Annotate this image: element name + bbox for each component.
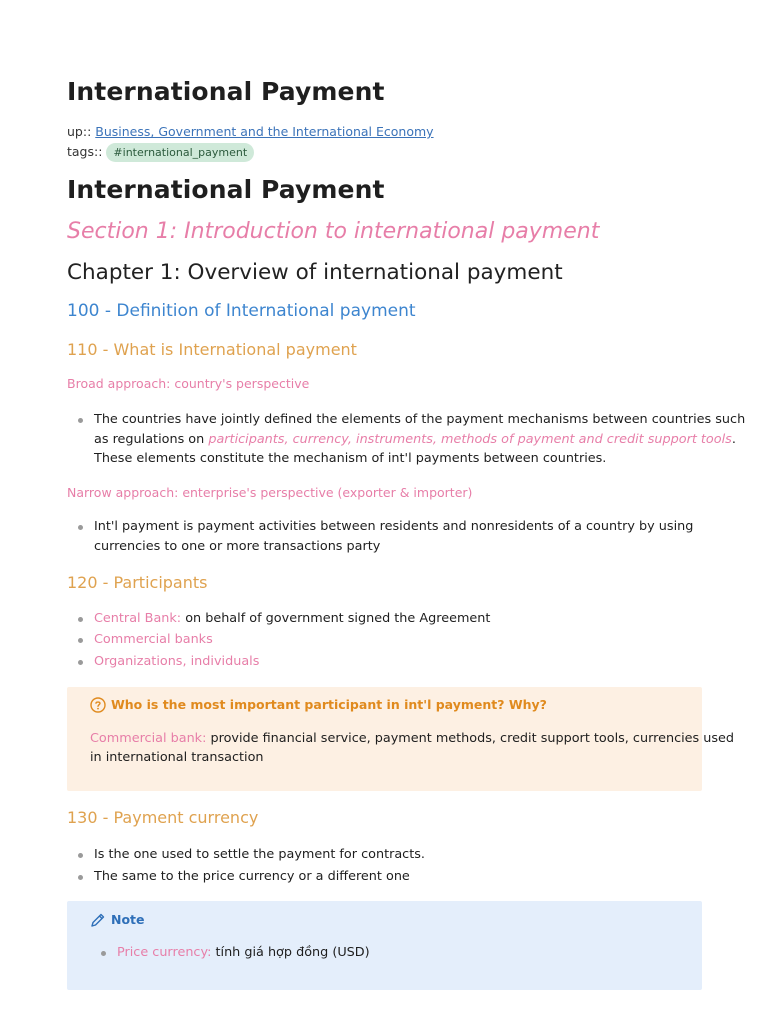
broad-line-1: The countries have jointly defined the elements of the payment mechanisms between countries such (94, 412, 746, 427)
pencil-icon (90, 912, 106, 928)
currency-bullet-2: The same to the price currency or a different one (94, 869, 410, 884)
up-link[interactable]: Business, Government and the International Economy (95, 124, 434, 139)
question-callout-title: Who is the most important participant in int'l payment? Why? (111, 697, 547, 712)
note-item (117, 943, 370, 963)
participant-commercial-banks: Commercial banks (94, 632, 213, 647)
heading-120: 120 - Participants (67, 573, 208, 592)
broad-line-2-prefix: as regulations on (94, 432, 209, 447)
page-title: International Payment (67, 77, 385, 106)
central-bank-label: Central Bank: (94, 611, 182, 626)
chapter-heading: Chapter 1: Overview of international payment (67, 260, 563, 285)
central-bank-text: on behalf of government signed the Agreement (181, 611, 491, 626)
broad-line-3: These elements constitute the mechanism of int'l payments between countries. (94, 451, 607, 466)
broad-line-2-suffix: . (731, 432, 736, 447)
bullet-dot (78, 418, 83, 423)
bullet-dot (78, 525, 83, 530)
broad-approach-label: Broad approach: country's perspective (67, 376, 310, 391)
currency-bullet-1: Is the one used to settle the payment for contracts. (94, 847, 425, 862)
bullet-dot (78, 638, 83, 643)
note-callout-title: Note (111, 912, 145, 927)
bullet-dot (101, 951, 106, 956)
price-currency-label: Price currency: (117, 945, 212, 960)
narrow-line-2: currencies to one or more transactions party (94, 539, 381, 554)
bullet-dot (78, 853, 83, 858)
broad-line-2 (94, 430, 736, 450)
commercial-bank-label: Commercial bank: (90, 731, 207, 746)
participant-organizations: Organizations, individuals (94, 654, 260, 669)
price-currency-text: tính giá hợp đồng (USD) (211, 945, 370, 960)
section-heading: Section 1: Introduction to international payment (67, 219, 600, 244)
question-circle-icon (90, 697, 106, 713)
question-answer-line-2: in international transaction (90, 750, 264, 765)
heading-130: 130 - Payment currency (67, 808, 259, 827)
bullet-dot (78, 660, 83, 665)
up-row (67, 124, 434, 139)
narrow-approach-label: Narrow approach: enterprise's perspective (exporter & importer) (67, 485, 473, 500)
tags-row (67, 143, 254, 162)
question-callout (67, 687, 735, 791)
tag-international-payment[interactable]: #international_payment (106, 143, 254, 162)
main-heading: International Payment (67, 175, 385, 204)
question-answer-line-1 (90, 729, 734, 749)
tags-label: tags:: (67, 144, 103, 159)
narrow-line-1: Int'l payment is payment activities between residents and nonresidents of a country by using (94, 519, 694, 534)
heading-100: 100 - Definition of International payment (67, 301, 416, 321)
note-callout (67, 901, 702, 990)
bullet-dot (78, 875, 83, 880)
participant-central-bank (94, 609, 490, 629)
heading-110: 110 - What is International payment (67, 340, 357, 359)
answer-text-1: provide financial service, payment methods, credit support tools, currencies used (206, 731, 735, 746)
bullet-dot (78, 617, 83, 622)
up-label: up:: (67, 124, 92, 139)
broad-elements-emphasis: participants, currency, instruments, methods of payment and credit support tools (208, 432, 732, 447)
